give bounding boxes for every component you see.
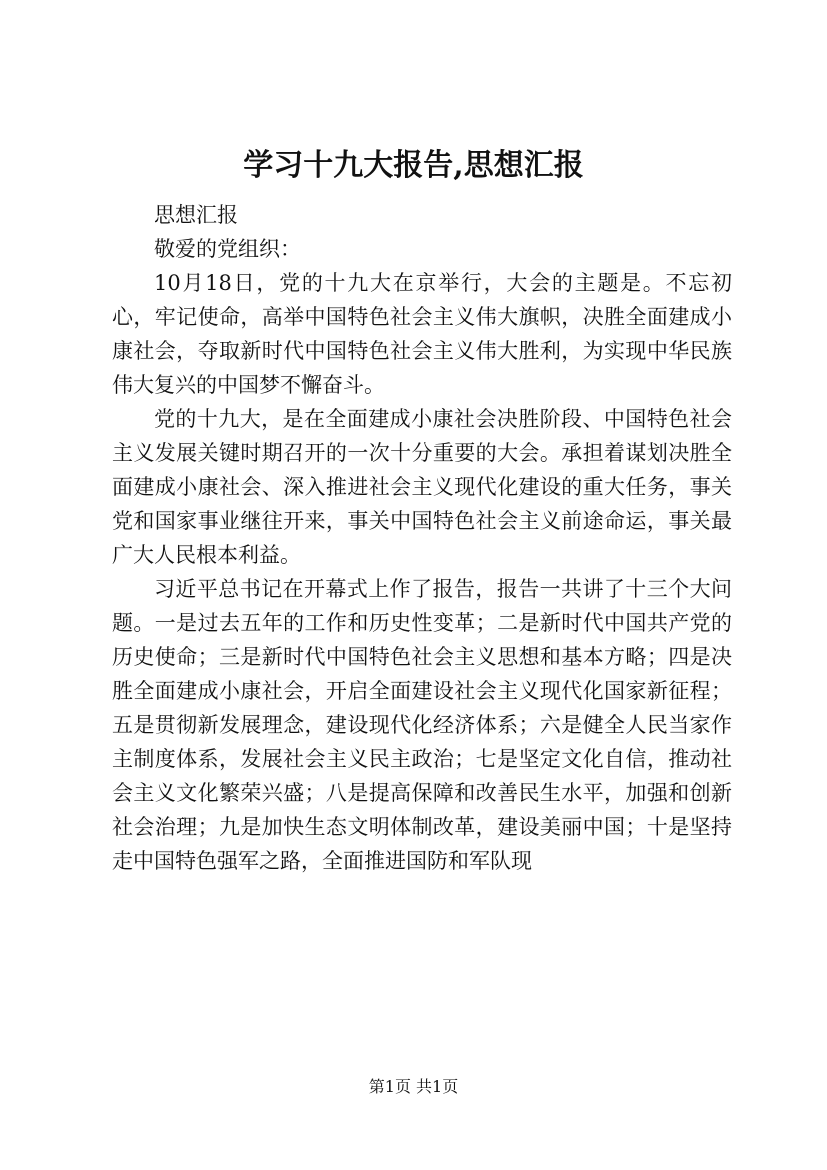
page-footer: 第1页 共1页 xyxy=(368,1077,459,1096)
document-title: 学习十九大报告,思想汇报 xyxy=(243,148,584,183)
paragraph-3: 习近平总书记在开幕式上作了报告，报告一共讲了十三个大问题。一是过去五年的工作和历史性变革；二是新时代中国共产党的历史使命；三是新时代中国特色社会主义思想和基本方略；四是决胜全面建成小康社会，开启全面建设社会主义现代化国家新征程；五是贯彻新发展理念，建设现代化经济体系；六是健全人民当家作主制度体系，发展社会主义民主政治；七是坚定文化自信，推动社会主义文化繁荣兴盛；八是提高保障和改善民生水平，加强和创新社会治理；九是加快生态文明体制改革，建设美丽中国；十是坚持走中国特色强军之路，全面推进国防和军队现 xyxy=(112,577,732,873)
paragraph-1: 10月18日，党的十九大在京举行，大会的主题是。不忘初心，牢记使命，高举中国特色社会主义伟大旗帜，决胜全面建成小康社会，夺取新时代中国特色社会主义伟大胜利，为实现中华民族伟大复兴的中国梦不懈奋斗。 xyxy=(112,271,732,397)
heading-line: 思想汇报 xyxy=(154,203,238,227)
paragraph-2: 党的十九大，是在全面建成小康社会决胜阶段、中国特色社会主义发展关键时期召开的一次十分重要的大会。承担着谋划决胜全面建成小康社会、深入推进社会主义现代化建设的重大任务，事关党和国家事业继往开来，事关中国特色社会主义前途命运，事关最广大人民根本利益。 xyxy=(112,407,732,567)
salutation-line: 敬爱的党组织： xyxy=(154,237,301,261)
document-body xyxy=(112,198,732,878)
